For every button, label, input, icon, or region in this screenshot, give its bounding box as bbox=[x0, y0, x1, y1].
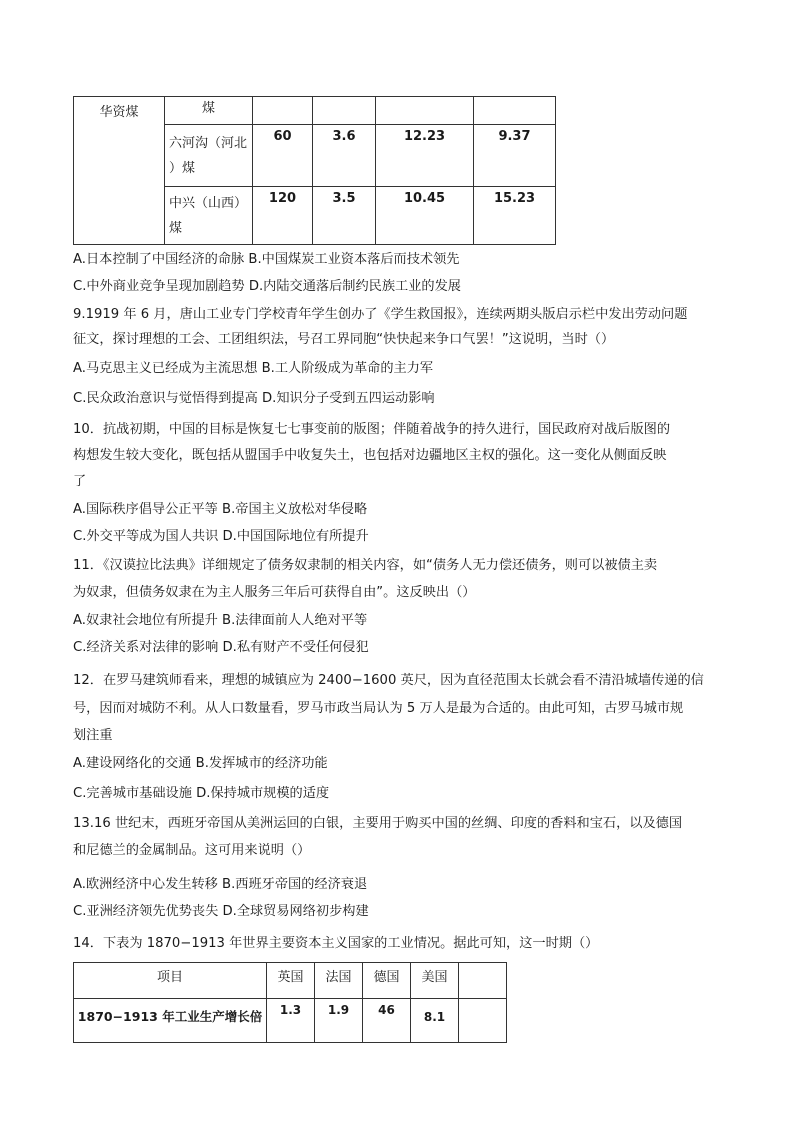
option-line: A.建设网络化的交通 B.发挥城市的经济功能 bbox=[73, 756, 328, 771]
option-line: A.奴隶社会地位有所提升 B.法律面前人人绝对平等 bbox=[73, 613, 368, 628]
question-line: 划注重 bbox=[73, 728, 113, 743]
row-name-line: 煤 bbox=[169, 221, 183, 236]
question-line: 了 bbox=[73, 474, 87, 489]
question-line: 构想发生较大变化，既包括从盟国手中收复失土，也包括对边疆地区主权的强化。这一变化从侧面反映 bbox=[73, 448, 667, 463]
table-cell: 60 bbox=[253, 125, 313, 187]
table-cell bbox=[165, 125, 253, 187]
table-cell: 8.1 bbox=[411, 999, 459, 1043]
question-line: 号，因而对城防不利。从人口数量看，罗马市政当局认为 5 万人是最为合适的。由此可知，古罗马城市规 bbox=[73, 701, 684, 716]
table-cell: 1.9 bbox=[315, 999, 363, 1043]
table-cell: 120 bbox=[253, 187, 313, 245]
question-line: 14．下表为 1870−1913 年世界主要资本主义国家的工业情况。据此可知，这一时期（） bbox=[73, 936, 599, 951]
table-header: 德国 bbox=[363, 963, 411, 999]
table-cell: 12.23 bbox=[376, 125, 474, 187]
row-name-line: 中兴（山西） bbox=[169, 196, 248, 211]
option-line: A.国际秩序倡导公正平等 B.帝国主义放松对华侵略 bbox=[73, 502, 368, 517]
option-line: C.中外商业竞争呈现加剧趋势 D.内陆交通落后制约民族工业的发展 bbox=[73, 279, 461, 294]
question-line: 11．《汉谟拉比法典》详细规定了债务奴隶制的相关内容，如“债务人无力偿还债务，则可以被债主卖 bbox=[73, 558, 658, 573]
row-name-line: 六河沟（河北 bbox=[169, 136, 248, 151]
option-line: C.经济关系对法律的影响 D.私有财产不受任何侵犯 bbox=[73, 640, 369, 655]
table-cell bbox=[313, 97, 376, 125]
group-cell: 华资煤 bbox=[74, 97, 165, 245]
option-line: A.日本控制了中国经济的命脉 B.中国煤炭工业资本落后而技术领先 bbox=[73, 252, 460, 267]
table-header: 项目 bbox=[74, 963, 267, 999]
option-line: C.完善城市基础设施 D.保持城市规模的适度 bbox=[73, 786, 330, 801]
industry-table bbox=[73, 962, 507, 1043]
table-cell: 46 bbox=[363, 999, 411, 1043]
table-cell: 10.45 bbox=[376, 187, 474, 245]
question-line: 13.16 世纪末，西班牙帝国从美洲运回的白银，主要用于购买中国的丝绸、印度的香料和宝石，以及德国 bbox=[73, 816, 683, 831]
table-cell: 9.37 bbox=[474, 125, 556, 187]
table-cell: 3.5 bbox=[313, 187, 376, 245]
question-line: 征文，探讨理想的工会、工团组织法，号召工界同胞“快快起来争口气罢！”这说明，当时（） bbox=[73, 332, 615, 347]
option-line: A.马克思主义已经成为主流思想 B.工人阶级成为革命的主力军 bbox=[73, 361, 434, 376]
table-cell bbox=[165, 187, 253, 245]
option-line: C.外交平等成为国人共识 D.中国国际地位有所提升 bbox=[73, 529, 369, 544]
table-header: 英国 bbox=[267, 963, 315, 999]
question-line: 12．在罗马建筑师看来，理想的城镇应为 2400−1600 英尺，因为直径范围太长就会看不清沿城墙传递的信 bbox=[73, 673, 704, 688]
table-header bbox=[459, 963, 507, 999]
table-cell bbox=[474, 97, 556, 125]
table-cell bbox=[253, 97, 313, 125]
table-cell: 3.6 bbox=[313, 125, 376, 187]
question-line: 为奴隶，但债务奴隶在为主人服务三年后可获得自由”。这反映出（） bbox=[73, 585, 476, 600]
row-name-line: ）煤 bbox=[169, 161, 196, 176]
coal-table bbox=[73, 96, 556, 245]
question-line: 10．抗战初期，中国的目标是恢复七七事变前的版图；伴随着战争的持久进行，国民政府对战后版图的 bbox=[73, 422, 671, 437]
table-header: 法国 bbox=[315, 963, 363, 999]
question-line: 9.1919 年 6 月，唐山工业专门学校青年学生创办了《学生救国报》，连续两期头版启示栏中发出劳动问题 bbox=[73, 307, 688, 322]
option-line: A.欧洲经济中心发生转移 B.西班牙帝国的经济衰退 bbox=[73, 877, 368, 892]
table-cell bbox=[376, 97, 474, 125]
table-cell: 煤 bbox=[165, 97, 253, 125]
table-cell bbox=[459, 999, 507, 1043]
table-cell: 1.3 bbox=[267, 999, 315, 1043]
option-line: C.民众政治意识与觉悟得到提高 D.知识分子受到五四运动影响 bbox=[73, 391, 435, 406]
table-cell: 15.23 bbox=[474, 187, 556, 245]
table-header: 美国 bbox=[411, 963, 459, 999]
question-line: 和尼德兰的金属制品。这可用来说明（） bbox=[73, 843, 311, 858]
option-line: C.亚洲经济领先优势丧失 D.全球贸易网络初步构建 bbox=[73, 904, 369, 919]
table-row-label: 1870−1913 年工业生产增长倍 bbox=[74, 999, 267, 1043]
